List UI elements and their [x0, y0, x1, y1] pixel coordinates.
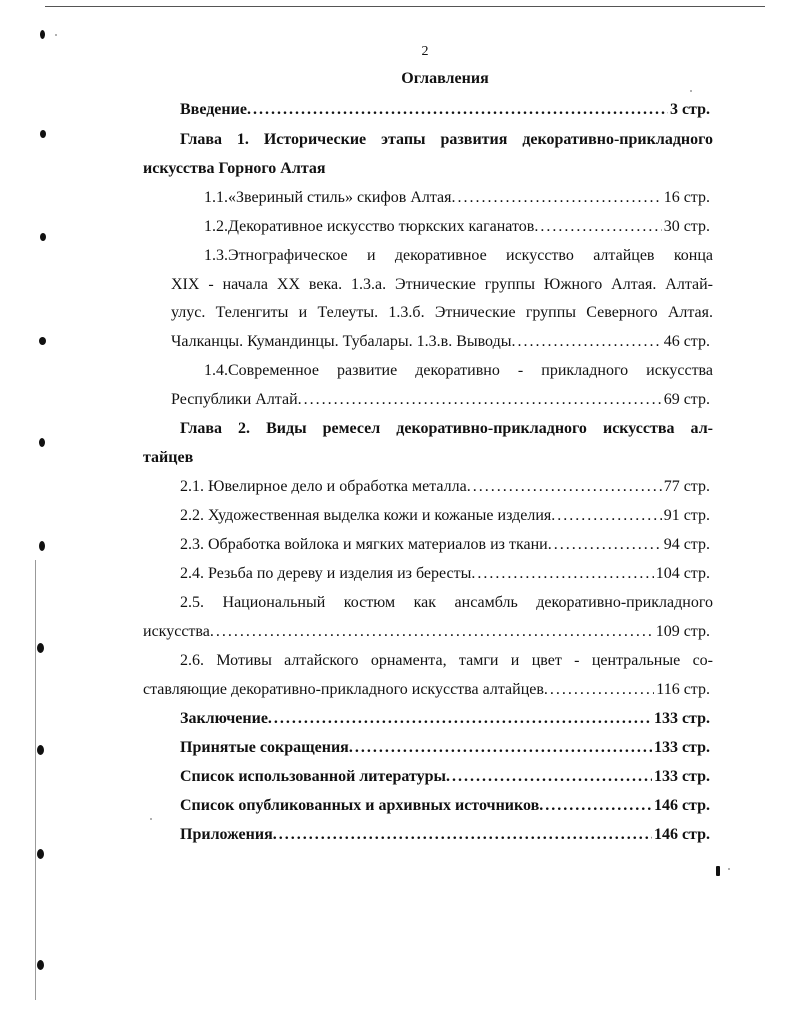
toc-leader-dots [471, 562, 653, 586]
toc-entry-2-5-line-1: 2.5. Национальный костюм как ансамбль декоративно-прикладного [180, 594, 713, 611]
toc-entry-2-6-line-1: 2.6. Мотивы алтайского орнамента, тамги и цвет - центральные со- [180, 652, 713, 669]
toc-leader-dots [511, 330, 661, 354]
toc-entry-1-1 [204, 186, 710, 210]
toc-entry-page: 77 стр. [663, 478, 710, 495]
toc-entry-title: Список использованной литературы [180, 768, 446, 785]
toc-entry-title: ставляющие декоративно-прикладного искусства алтайцев [143, 681, 544, 698]
scan-border-top [45, 6, 765, 7]
binder-hole-mark [39, 541, 45, 551]
toc-entry-page: 133 стр. [653, 768, 710, 785]
toc-entry-1-3-line-3: улус. Теленгиты и Телеуты. 1.3.б. Этнические группы Северного Алтая. [171, 304, 713, 321]
toc-entry-page: 109 стр. [655, 623, 710, 640]
toc-entry-title: Список опубликованных и архивных источников [180, 797, 540, 814]
toc-entry-bibliography [180, 765, 710, 789]
toc-entry-title: Чалканцы. Кумандинцы. Тубалары. 1.3.в. Выводы [171, 333, 512, 350]
toc-entry-page: 116 стр. [656, 681, 710, 698]
toc-chapter-2-line-2: тайцев [143, 449, 194, 466]
toc-entry-title: 2.3. Обработка войлока и мягких материалов из ткани [180, 536, 548, 553]
scan-speck [716, 866, 720, 876]
toc-entry-title: 2.2. Художественная выделка кожи и кожаные изделия [180, 507, 552, 524]
toc-leader-dots [349, 736, 652, 760]
toc-entry-title: 1.2.Декоративное искусство тюркских каганатов [204, 218, 535, 235]
page-title: Оглавления [401, 70, 489, 87]
binder-hole-mark [40, 30, 45, 39]
toc-entry-page: 104 стр. [655, 565, 710, 582]
toc-entry-title: Принятые сокращения [180, 739, 349, 756]
toc-entry-title: 1.1.«Звериный стиль» скифов Алтая [204, 189, 452, 206]
toc-entry-title: 2.1. Ювелирное дело и обработка металла [180, 478, 467, 495]
toc-entry-1-3-line-1: 1.3.Этнографическое и декоративное искусство алтайцев конца [204, 247, 713, 264]
toc-leader-dots [273, 823, 652, 847]
toc-entry-page: 16 стр. [663, 189, 710, 206]
toc-entry-1-3-line-4 [171, 330, 710, 354]
toc-entry-page: 133 стр. [653, 739, 710, 756]
binder-hole-mark [40, 233, 46, 241]
binder-hole-mark [39, 337, 46, 345]
toc-entry-title: Республики Алтай [171, 391, 298, 408]
toc-entry-page: 146 стр. [653, 826, 710, 843]
scan-speck [150, 818, 152, 820]
toc-entry-page: 69 стр. [663, 391, 710, 408]
toc-leader-dots [534, 215, 661, 239]
toc-entry-page: 146 стр. [653, 797, 710, 814]
toc-entry-sources [180, 794, 710, 818]
binder-hole-mark [37, 960, 44, 970]
toc-entry-title: Заключение [180, 710, 268, 727]
toc-entry-1-2 [204, 215, 710, 239]
toc-entry-2-4 [180, 562, 710, 586]
page-number: 2 [421, 44, 429, 59]
toc-leader-dots [268, 707, 652, 731]
toc-entry-2-2 [180, 504, 710, 528]
toc-entry-introduction [180, 98, 710, 122]
toc-entry-2-5-line-2 [143, 620, 710, 644]
toc-leader-dots [210, 620, 654, 644]
toc-chapter-2-line-1: Глава 2. Виды ремесел декоративно-прикладного искусства ал- [180, 420, 713, 437]
toc-entry-page: 91 стр. [663, 507, 710, 524]
scan-speck [55, 34, 57, 36]
binder-hole-mark [40, 130, 46, 138]
toc-entry-abbreviations [180, 736, 710, 760]
toc-leader-dots [551, 504, 661, 528]
toc-leader-dots [452, 186, 662, 210]
toc-entry-title: искусства [143, 623, 210, 640]
toc-entry-2-1 [180, 475, 710, 499]
toc-leader-dots [446, 765, 652, 789]
toc-chapter-1-line-1: Глава 1. Исторические этапы развития декоративно-прикладного [180, 131, 713, 148]
toc-leader-dots [298, 388, 662, 412]
scan-speck [690, 90, 692, 92]
binder-hole-mark [37, 643, 44, 653]
toc-entry-2-6-line-2 [143, 678, 710, 702]
toc-entry-page: 133 стр. [653, 710, 710, 727]
toc-entry-1-4-line-2 [171, 388, 710, 412]
toc-entry-page: 94 стр. [663, 536, 710, 553]
toc-leader-dots [544, 678, 654, 702]
binder-hole-mark [37, 745, 44, 755]
scan-border-left [35, 560, 36, 1000]
scan-speck [728, 868, 730, 870]
toc-entry-2-3 [180, 533, 710, 557]
toc-entry-title: Приложения [180, 826, 273, 843]
toc-entry-appendices [180, 823, 710, 847]
toc-leader-dots [548, 533, 662, 557]
toc-entry-1-4-line-1: 1.4.Современное развитие декоративно - прикладного искусства [204, 362, 713, 379]
toc-entry-title: 2.4. Резьба по дереву и изделия из бересты [180, 565, 472, 582]
toc-entry-1-3-line-2: XIX - начала XX века. 1.3.а. Этнические группы Южного Алтая. Алтай- [171, 276, 713, 293]
toc-entry-page: 46 стр. [663, 333, 710, 350]
toc-entry-conclusion [180, 707, 710, 731]
binder-hole-mark [37, 849, 44, 859]
toc-leader-dots [467, 475, 662, 499]
toc-entry-page: 30 стр. [663, 218, 710, 235]
binder-hole-mark [39, 438, 45, 447]
toc-entry-title: Введение [180, 101, 247, 118]
toc-entry-page: 3 стр. [669, 101, 710, 118]
toc-leader-dots [247, 98, 668, 122]
toc-leader-dots [539, 794, 652, 818]
toc-chapter-1-line-2: искусства Горного Алтая [143, 160, 326, 177]
